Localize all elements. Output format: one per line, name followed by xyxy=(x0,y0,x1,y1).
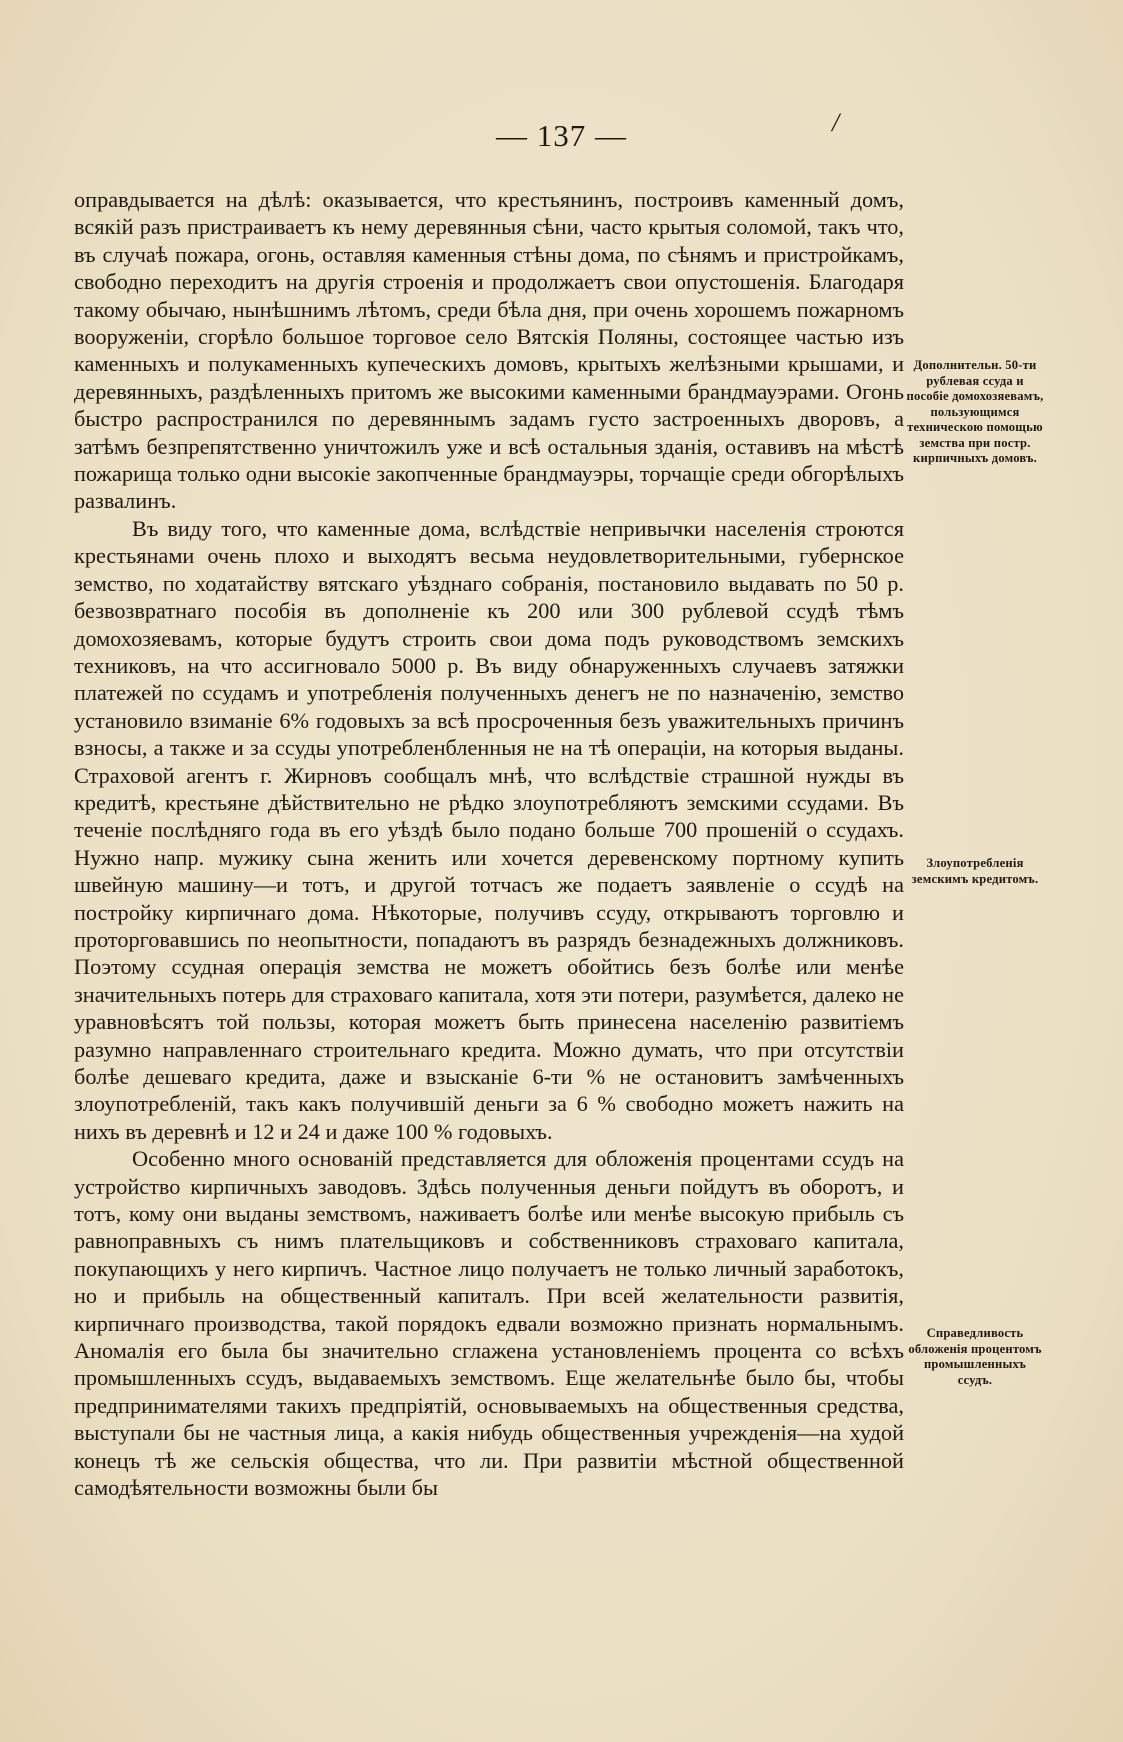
body-text xyxy=(74,186,904,1502)
page-number: — 137 — xyxy=(496,118,627,153)
paragraph-3: Особенно много основаній представляется для обложенія процентами ссудъ на устройство кирпичныхъ заводовъ. Здѣсь полученныя деньги пойдутъ въ оборотъ, и тотъ, кому они выданы земствомъ, наживаетъ болѣе или менѣе высокую прибыль съ равноправныхъ съ нимъ плательщиковъ и собственниковъ страховаго капитала, покупающихъ у него кирпичъ. Частное лицо получаетъ не только личный заработокъ, но и прибыль на общественный капиталъ. При всей желательности развитія, кирпичнаго производства, такой порядокъ едвали возможно признать нормальнымъ. Аномалія его была бы значительно сглажена установленіемъ процента со всѣхъ промышленныхъ ссудъ, выдаваемыхъ земствомъ. Еще желательнѣе было бы, чтобы предпринимателями такихъ предпріятій, основываемыхъ на общественныя средства, выступали бы не частныя лица, а какія нибудь общественныя учрежденія—на худой конецъ тѣ же сельскія общества, что ли. При развитіи мѣстной общественной самодѣятельности возможны были бы xyxy=(74,1146,904,1501)
margin-note-credit-abuse: Злоупотребленія земскимъ кредитомъ. xyxy=(911,856,1039,886)
paragraph-1: оправдывается на дѣлѣ: оказывается, что крестьянинъ, построивъ каменный домъ, всякій разъ пристраиваетъ къ нему деревянныя сѣни, часто крытыя соломой, такъ что, въ случаѣ пожара, огонь, оставляя каменныя стѣны дома, по сѣнямъ и пристройкамъ, свободно переходитъ на другія строенія и продолжаетъ свои опустошенія. Благодаря такому обычаю, нынѣшнимъ лѣтомъ, среди бѣла дня, при очень хорошемъ пожарномъ вооруженіи, сгорѣло большое торговое село Вятскія Поляны, состоящее частью изъ каменныхъ и полукаменныхъ купеческихъ домовъ, крытыхъ желѣзными крышами, и деревянныхъ, раздѣленныхъ притомъ же высокими каменными брандмауэрами. Огонь быстро распространился по деревяннымъ задамъ густо застроенныхъ дворовъ, а затѣмъ безпрепятственно уничтожилъ уже и всѣ остальныя зданія, оставивъ на мѣстѣ пожарища только одни высокіе закопченные брандмауэры, торчащіе среди обгорѣлыхъ развалинъ. xyxy=(74,187,904,514)
paragraph-2: Въ виду того, что каменные дома, вслѣдствіе непривычки населенія строются крестьянами очень плохо и выходятъ весьма неудовлетворительными, губернское земство, по ходатайству вятскаго уѣзднаго собранія, постановило выдавать по 50 р. безвозвратнаго пособія въ дополненіе къ 200 или 300 рублевой ссудѣ тѣмъ домохозяевамъ, которые будутъ строить свои дома подъ руководствомъ земскихъ техниковъ, на что ассигновало 5000 р. Въ виду обнаруженныхъ случаевъ затяжки платежей по ссудамъ и употребленія полученныхъ денегъ не по назначенію, земство установило взиманіе 6% годовыхъ за всѣ просроченныя безъ уважительныхъ причинъ взносы, а также и за ссуды употребленбленныя не на тѣ операціи, на которыя выданы. Страховой агентъ г. Жирновъ сообщалъ мнѣ, что вслѣдствіе страшной нужды въ кредитѣ, крестьяне дѣйствительно не рѣдко злоупотребляютъ земскими ссудами. Въ теченіе послѣдняго года въ его уѣздѣ было подано больше 700 прошеній о ссудахъ. Нужно напр. мужику сына женить или хочется деревенскому портному купить швейную машину—и тотъ, и другой тотчасъ же подаетъ заявленіе о ссудѣ на постройку кирпичнаго дома. Нѣкоторые, получивъ ссуду, открываютъ торговлю и проторговавшись по неопытности, попадаютъ въ разрядъ безнадежныхъ должниковъ. Поэтому ссудная операція земства не можетъ обойтись безъ болѣе или менѣе значительныхъ потерь для страховаго капитала, хотя эти потери, разумѣется, далеко не уравновѣсятъ той пользы, которая можетъ быть принесена населенію развитіемъ разумно направленнаго строительнаго кредита. Можно думать, что при отсутствіи болѣе дешеваго кредита, даже и взысканіе 6-ти % не остановитъ замѣченныхъ злоупотребленій, такъ какъ получившій деньги за 6 % свободно можетъ нажить на нихъ въ деревнѣ и 12 и 24 и даже 100 % годовыхъ. xyxy=(74,515,904,1144)
margin-note-interest-fairness: Справедливость обложенія процентомъ промышленныхъ ссудъ. xyxy=(908,1326,1042,1387)
stray-ink-mark: / xyxy=(832,108,840,137)
margin-note-supplementary-loan: Дополнительн. 50-ти рублевая ссуда и пособіе домохозяевамъ, пользующимся техническою помощью земства при постр. кирпичныхъ домовъ. xyxy=(906,358,1044,465)
